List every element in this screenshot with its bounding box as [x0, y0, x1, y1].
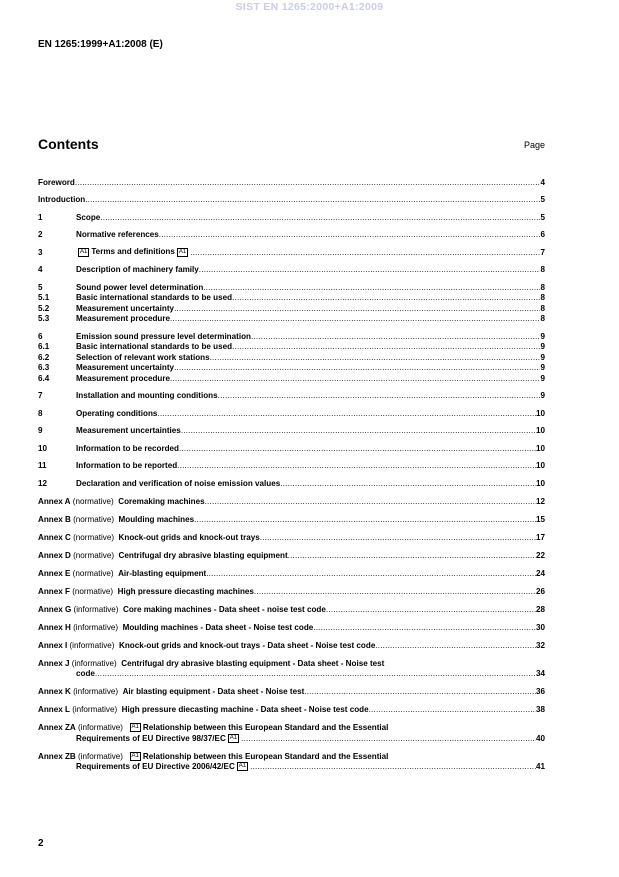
dot-leader: [157, 409, 536, 418]
annex-label: Annex L: [38, 705, 70, 714]
toc-number: 6.1: [38, 342, 50, 351]
toc-annex-b[interactable]: [38, 513, 545, 524]
dot-leader: [250, 762, 536, 771]
toc-page: 38: [535, 705, 545, 714]
toc-page: 9: [540, 342, 545, 351]
toc-entry-5[interactable]: [38, 281, 545, 292]
dot-leader: [232, 293, 540, 302]
toc-page: 10: [535, 461, 545, 470]
toc-number: 8: [38, 408, 43, 418]
toc-page: 9: [540, 331, 545, 341]
dot-leader: [174, 363, 540, 372]
toc-page: 5: [540, 212, 545, 222]
annex-label: Annex I: [38, 640, 68, 650]
toc-title: Information to be recorded: [76, 443, 179, 453]
annex-title: Relationship between this European Standard and the Essential: [142, 723, 389, 732]
toc-annex-zb-continued[interactable]: [38, 761, 545, 772]
toc-page: 8: [540, 314, 545, 323]
toc-title: Measurement procedure: [76, 373, 171, 383]
toc-page: 10: [535, 426, 545, 435]
dot-leader: [313, 623, 536, 632]
annex-kind: (informative): [78, 723, 124, 732]
toc-annex-za[interactable]: [38, 721, 545, 732]
toc-annex-h[interactable]: [38, 621, 545, 632]
annex-label: Annex ZA: [38, 723, 76, 732]
toc-page: 9: [540, 352, 545, 362]
annex-kind: (normative): [72, 496, 114, 506]
annex-title: Air-blasting equipment: [118, 568, 207, 578]
toc-title: Operating conditions: [76, 408, 158, 418]
toc-page: 8: [540, 282, 545, 292]
toc-title: Foreword: [38, 177, 75, 187]
toc-entry-12[interactable]: [38, 477, 545, 488]
toc-annex-g[interactable]: [38, 603, 545, 614]
toc-page: 40: [535, 733, 545, 743]
toc-entry-6[interactable]: [38, 330, 545, 341]
annex-label: Annex A: [38, 496, 71, 506]
annex-label: Annex C: [38, 532, 71, 542]
annex-kind: (normative): [73, 514, 115, 524]
toc-annex-k[interactable]: [38, 685, 545, 696]
toc-entry-3[interactable]: [38, 246, 545, 257]
amendment-start-marker: A1: [80, 248, 88, 255]
toc-annex-a[interactable]: [38, 495, 545, 506]
dot-leader: [210, 353, 541, 362]
toc-title: Basic international standards to be used: [76, 342, 233, 351]
toc-page: 4: [540, 177, 545, 187]
toc-entry-5-2[interactable]: [38, 302, 545, 313]
document-id: EN 1265:1999+A1:2008 (E): [38, 39, 163, 50]
annex-kind: (informative): [71, 658, 117, 668]
toc-title: Measurement uncertainty: [76, 363, 175, 372]
annex-title: Knock-out grids and knock-out trays: [118, 532, 260, 542]
annex-title-continued: Requirements of EU Directive 2006/42/EC: [76, 762, 235, 771]
toc-annex-d[interactable]: [38, 549, 545, 560]
toc-page: 9: [540, 391, 545, 400]
dot-leader: [254, 587, 536, 596]
annex-label: Annex ZB: [38, 751, 76, 761]
toc-number: 2: [38, 230, 43, 239]
toc-title: Description of machinery family: [76, 265, 199, 274]
toc-entry-6-4[interactable]: [38, 372, 545, 383]
dot-leader: [251, 332, 541, 341]
toc-page: 5: [540, 195, 545, 204]
annex-kind: (normative): [72, 586, 114, 596]
annex-title: Moulding machines: [118, 514, 195, 524]
toc-title: Measurement procedure: [76, 314, 171, 323]
toc-annex-j[interactable]: [38, 657, 545, 668]
toc-title: Declaration and verification of noise emission values: [76, 478, 281, 488]
toc-number: 6.2: [38, 352, 50, 362]
annex-kind: (normative): [73, 532, 115, 542]
toc-page: 7: [540, 247, 545, 257]
annex-title: High pressure diecasting machines: [117, 586, 254, 596]
toc-entry-6-2[interactable]: [38, 351, 545, 362]
dot-leader: [206, 569, 536, 578]
dot-leader: [159, 230, 541, 239]
annex-title: Centrifugal dry abrasive blasting equipment: [118, 550, 288, 560]
dot-leader: [174, 304, 540, 313]
annex-label: Annex G: [38, 604, 72, 614]
toc-page: 8: [540, 293, 545, 302]
toc-entry-10[interactable]: [38, 442, 545, 453]
annex-kind: (normative): [73, 550, 115, 560]
toc-annex-c[interactable]: [38, 531, 545, 542]
page-column-label: Page: [523, 140, 545, 150]
toc-entry-4[interactable]: [38, 264, 545, 275]
toc-page: 41: [535, 762, 545, 771]
toc-title: Information to be reported: [76, 461, 178, 470]
toc-title: Introduction: [38, 195, 86, 204]
toc-entry-introduction[interactable]: [38, 194, 545, 205]
toc-page: 8: [540, 303, 545, 313]
toc-title: Measurement uncertainty: [76, 303, 175, 313]
annex-label: Annex J: [38, 658, 70, 668]
toc-page: 10: [535, 478, 545, 488]
annex-title: Air blasting equipment - Data sheet - Noise test: [122, 687, 305, 696]
annex-title-continued: code: [76, 669, 95, 678]
toc-number: 9: [38, 426, 43, 435]
toc-title: Installation and mounting conditions: [76, 391, 218, 400]
dot-leader: [95, 669, 536, 678]
toc-number: 5.2: [38, 303, 50, 313]
toc-annex-i[interactable]: [38, 639, 545, 650]
annex-label: Annex K: [38, 687, 71, 696]
annex-title-continued: Requirements of EU Directive 98/37/EC: [76, 733, 226, 743]
toc-number: 6.3: [38, 363, 50, 372]
annex-kind: (informative): [72, 705, 118, 714]
toc-title: [76, 247, 190, 256]
annex-label: Annex H: [38, 622, 71, 632]
toc-page: 24: [535, 568, 545, 578]
toc-page: 28: [535, 604, 545, 614]
toc-title: Basic international standards to be used: [76, 293, 233, 302]
toc-entry-2[interactable]: [38, 229, 545, 240]
toc-entry-11[interactable]: [38, 460, 545, 471]
toc-page: 8: [540, 265, 545, 274]
toc-page: 26: [535, 586, 545, 596]
toc-page: 9: [540, 373, 545, 383]
toc-number: 6: [38, 331, 43, 341]
dot-leader: [218, 391, 541, 400]
amendment-start-marker: A1: [131, 724, 139, 730]
amendment-end-marker: A1: [238, 763, 247, 769]
toc-annex-zb[interactable]: [38, 750, 545, 761]
annex-kind: (normative): [72, 568, 114, 578]
toc-annex-e[interactable]: [38, 567, 545, 578]
toc-number: 11: [38, 461, 47, 470]
annex-title: Centrifugal dry abrasive blasting equipment - Data sheet - Noise test: [121, 658, 385, 668]
toc-annex-j-continued[interactable]: [38, 668, 545, 679]
watermark: SIST EN 1265:2000+A1:2009: [235, 1, 384, 13]
dot-leader: [369, 705, 536, 714]
dot-leader: [190, 248, 540, 257]
toc-title: Sound power level determination: [76, 282, 204, 292]
page-title: Contents: [38, 136, 99, 152]
annex-title: Relationship between this European Standard and the Essential: [142, 751, 389, 761]
dot-leader: [170, 314, 540, 323]
toc-entry-foreword[interactable]: [38, 176, 545, 187]
amendment-end-marker: A1: [178, 248, 187, 255]
toc-number: 7: [38, 391, 43, 400]
dot-leader: [203, 283, 540, 292]
dot-leader: [75, 178, 541, 187]
toc-entry-6-1[interactable]: [38, 341, 545, 352]
annex-label: Annex D: [38, 550, 71, 560]
toc-number: 12: [38, 478, 48, 488]
toc-title: Selection of relevant work stations: [76, 352, 210, 362]
annex-title: Core making machines - Data sheet - noise test code: [123, 604, 326, 614]
dot-leader: [170, 374, 540, 383]
annex-title: High pressure diecasting machine - Data sheet - Noise test code: [121, 705, 369, 714]
dot-leader: [205, 497, 536, 506]
toc-page: 34: [535, 669, 545, 678]
dot-leader: [326, 605, 536, 614]
dot-leader: [177, 461, 536, 470]
toc-title: Scope: [76, 212, 101, 222]
toc-title: Measurement uncertainties: [76, 426, 181, 435]
dot-leader: [260, 533, 536, 542]
dot-leader: [85, 195, 540, 204]
annex-title: Coremaking machines: [118, 496, 205, 506]
dot-leader: [232, 342, 540, 351]
toc-page: 30: [535, 622, 545, 632]
table-of-contents: [38, 176, 545, 771]
toc-page: 10: [535, 443, 545, 453]
annex-kind: (informative): [73, 604, 119, 614]
toc-annex-f[interactable]: [38, 585, 545, 596]
toc-page: 12: [535, 496, 545, 506]
toc-entry-6-3[interactable]: [38, 362, 545, 373]
toc-number: 3: [38, 247, 43, 257]
dot-leader: [375, 641, 536, 650]
dot-leader: [199, 265, 541, 274]
toc-annex-l[interactable]: [38, 703, 545, 714]
toc-page: 9: [540, 363, 545, 372]
annex-label: Annex B: [38, 514, 71, 524]
toc-page: 17: [535, 532, 545, 542]
dot-leader: [288, 551, 536, 560]
dot-leader: [241, 734, 536, 743]
toc-number: 5.3: [38, 314, 50, 323]
toc-title: Normative references: [76, 230, 159, 239]
toc-page: 36: [535, 687, 545, 696]
dot-leader: [181, 426, 536, 435]
toc-entry-5-1[interactable]: [38, 292, 545, 303]
annex-kind: (informative): [73, 622, 119, 632]
annex-kind: (informative): [69, 640, 115, 650]
toc-number: 5: [38, 282, 43, 292]
dot-leader: [194, 515, 536, 524]
toc-number: 4: [38, 265, 43, 274]
toc-number: 5.1: [38, 293, 50, 302]
annex-title: Knock-out grids and knock-out trays - Data sheet - Noise test code: [118, 640, 376, 650]
toc-entry-7[interactable]: [38, 390, 545, 401]
amendment-end-marker: A1: [229, 734, 238, 741]
toc-page: 15: [535, 514, 545, 524]
toc-title-text: Terms and definitions: [91, 247, 175, 257]
toc-page: 32: [535, 640, 545, 650]
toc-number: 1: [38, 212, 43, 222]
dot-leader: [280, 479, 536, 488]
toc-entry-9[interactable]: [38, 425, 545, 436]
dot-leader: [100, 213, 540, 222]
annex-kind: (informative): [73, 687, 119, 696]
toc-page: 22: [535, 550, 545, 560]
toc-entry-1[interactable]: [38, 211, 545, 222]
dot-leader: [304, 687, 536, 696]
toc-entry-5-3[interactable]: [38, 313, 545, 324]
toc-page: 6: [540, 230, 545, 239]
annex-kind: (informative): [78, 751, 124, 761]
toc-entry-8[interactable]: [38, 407, 545, 418]
toc-annex-za-continued[interactable]: [38, 732, 545, 743]
toc-title: Emission sound pressure level determination: [76, 331, 251, 341]
toc-number: 6.4: [38, 373, 50, 383]
annex-title: Moulding machines - Data sheet - Noise test code: [122, 622, 314, 632]
annex-label: Annex F: [38, 586, 70, 596]
toc-number: 10: [38, 443, 48, 453]
amendment-start-marker: A1: [131, 752, 139, 759]
toc-page: 10: [535, 408, 545, 418]
annex-label: Annex E: [38, 568, 71, 578]
page-number: 2: [38, 838, 44, 849]
dot-leader: [179, 444, 536, 453]
